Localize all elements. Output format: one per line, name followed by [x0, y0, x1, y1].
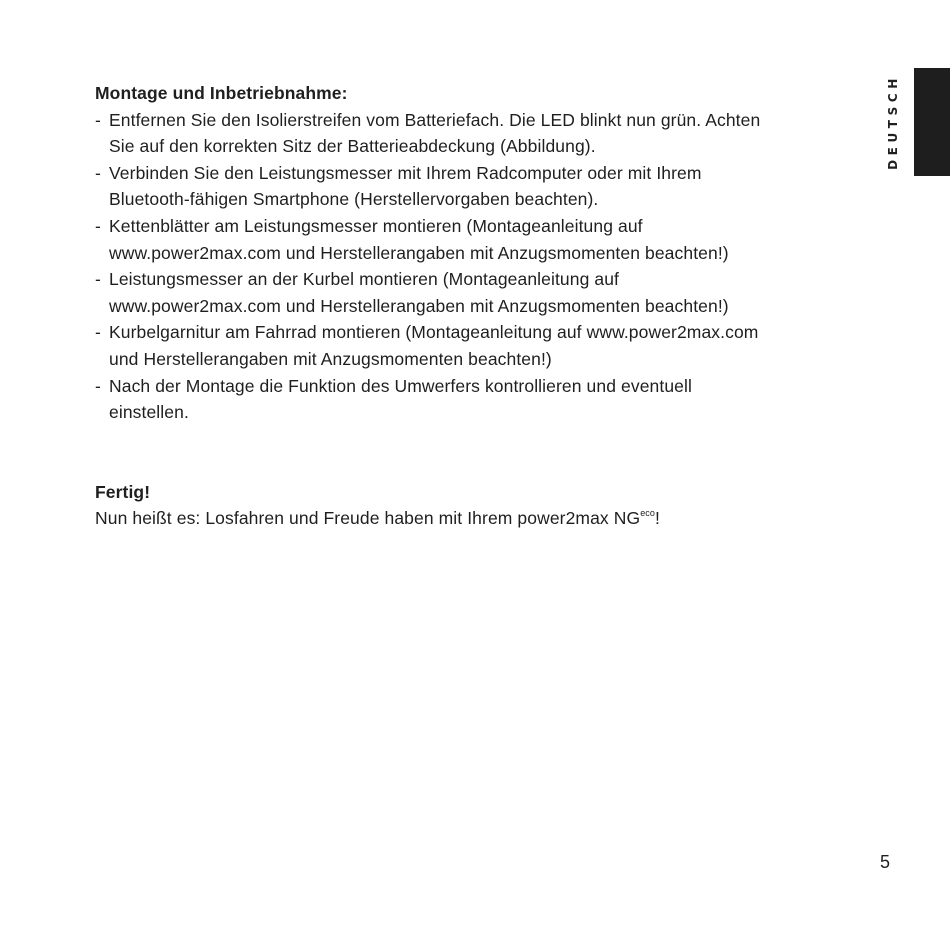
list-item-text: Kurbelgarnitur am Fahrrad montieren (Montageanleitung auf www.power2max.com und Herstellerangaben mit Anzugsmomenten beachten!) [109, 322, 759, 369]
list-item [95, 160, 775, 213]
dash-bullet: - [95, 322, 101, 343]
list-item-text: Verbinden Sie den Leistungsmesser mit Ihrem Radcomputer oder mit Ihrem Bluetooth-fähigen Smartphone (Herstellervorgaben beachten). [109, 162, 702, 210]
list-item [95, 266, 775, 319]
finish-text [95, 505, 775, 532]
list-item-text: Kettenblätter am Leistungsmesser montieren (Montageanleitung auf www.power2max.com und Herstellerangaben mit Anzugsmomenten beachten!) [109, 215, 729, 263]
section-spacer [95, 426, 775, 479]
finish-heading: Fertig! [95, 481, 151, 502]
list-item [95, 373, 775, 426]
list-item [95, 107, 775, 160]
list-item-text: Nach der Montage die Funktion des Umwerfers kontrollieren und eventuell einstellen. [109, 375, 692, 423]
dash-bullet: - [95, 269, 101, 290]
dash-bullet: - [95, 162, 101, 183]
dash-bullet: - [95, 375, 101, 396]
main-content [95, 80, 775, 532]
language-section-label [878, 68, 908, 176]
list-item-text: Entfernen Sie den Isolierstreifen vom Batteriefach. Die LED blinkt nun grün. Achten Sie auf den korrekten Sitz der Batterieabdeckung (Abbildung). [109, 109, 761, 157]
list-item-text: Leistungsmesser an der Kurbel montieren (Montageanleitung auf www.power2max.com und Herstellerangaben mit Anzugsmomenten beachten!) [109, 269, 729, 316]
dash-bullet: - [95, 215, 101, 236]
list-item [95, 213, 775, 266]
assembly-heading: Montage und Inbetriebnahme: [95, 83, 348, 103]
eco-superscript: eco [640, 508, 655, 519]
list-item [95, 319, 775, 372]
page-number: 5 [880, 852, 891, 872]
finish-exclamation: ! [655, 508, 660, 529]
assembly-steps-list [95, 107, 775, 426]
dash-bullet: - [95, 109, 101, 130]
finish-sentence: Nun heißt es: Losfahren und Freude haben mit Ihrem power2max NG [95, 508, 641, 529]
language-label-text: DEUTSCH [886, 74, 900, 170]
section-tab-marker [914, 68, 950, 176]
